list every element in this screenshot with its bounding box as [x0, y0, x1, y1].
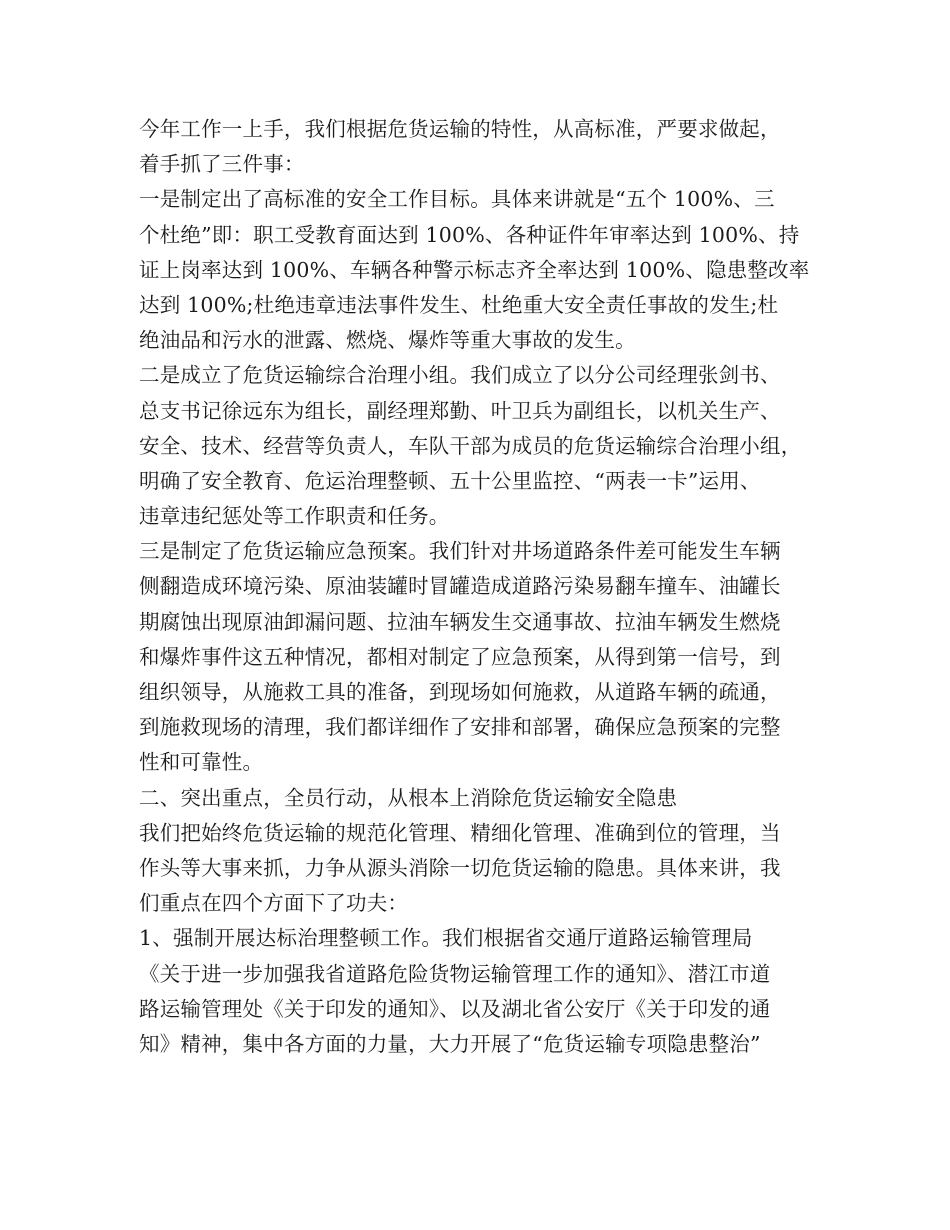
text-line: 期腐蚀出现原油卸漏问题、拉油车辆发生交通事故、拉油车辆发生燃烧 — [139, 609, 781, 634]
text-line: 证上岗率达到 100%、车辆各种警示标志齐全率达到 100%、隐患整改率 — [139, 257, 810, 282]
text-line: 性和可靠性。 — [139, 750, 264, 775]
text-line: 二是成立了危货运输综合治理小组。我们成立了以分公司经理张剑书、 — [139, 363, 781, 388]
text-line: 《关于进一步加强我省道路危险货物运输管理工作的通知》、潜江市道 — [139, 961, 771, 986]
text-line: 一是制定出了高标准的安全工作目标。具体来讲就是“五个 100%、三 — [139, 187, 775, 212]
text-line: 们重点在四个方面下了功夫： — [139, 891, 409, 916]
text-line: 明确了安全教育、危运治理整顿、五十公里监控、“两表一卡”运用、 — [139, 468, 761, 493]
text-line: 绝油品和污水的泄露、燃烧、爆炸等重大事故的发生。 — [139, 328, 636, 353]
text-line: 总支书记徐远东为组长，副经理郑勤、叶卫兵为副组长，以机关生产、 — [139, 398, 781, 423]
text-line: 我们把始终危货运输的规范化管理、精细化管理、准确到位的管理，当 — [139, 820, 781, 845]
text-line: 1、强制开展达标治理整顿工作。我们根据省交通厅道路运输管理局 — [139, 926, 753, 951]
text-line: 个杜绝”即：职工受教育面达到 100%、各种证件年审率达到 100%、持 — [139, 222, 800, 247]
text-line: 路运输管理处《关于印发的通知》、以及湖北省公安厅《关于印发的通 — [139, 996, 771, 1021]
text-line: 安全、技术、经营等负责人，车队干部为成员的危货运输综合治理小组， — [139, 433, 802, 458]
text-line: 作头等大事来抓，力争从源头消除一切危货运输的隐患。具体来讲，我 — [139, 855, 781, 880]
text-line: 违章违纪惩处等工作职责和任务。 — [139, 504, 450, 529]
section-heading: 二、突出重点，全员行动，从根本上消除危货运输安全隐患 — [139, 785, 678, 810]
text-line: 到施救现场的清理，我们都详细作了安排和部署，确保应急预案的完整 — [139, 715, 781, 740]
text-line: 侧翻造成环境污染、原油装罐时冒罐造成道路污染易翻车撞车、油罐长 — [139, 574, 781, 599]
text-line: 达到 100%;杜绝违章违法事件发生、杜绝重大安全责任事故的发生;杜 — [139, 292, 779, 317]
text-line: 和爆炸事件这五种情况，都相对制定了应急预案，从得到第一信号，到 — [139, 644, 781, 669]
document-body — [139, 112, 829, 1062]
text-line: 着手抓了三件事： — [139, 152, 305, 177]
text-line: 组织领导，从施救工具的准备，到现场如何施救，从道路车辆的疏通， — [139, 680, 781, 704]
text-line: 三是制定了危货运输应急预案。我们针对井场道路条件差可能发生车辆 — [139, 539, 781, 564]
text-line: 知》精神，集中各方面的力量，大力开展了“危货运输专项隐患整治” — [139, 1031, 761, 1056]
text-line: 今年工作一上手，我们根据危货运输的特性，从高标准，严要求做起， — [139, 117, 781, 141]
